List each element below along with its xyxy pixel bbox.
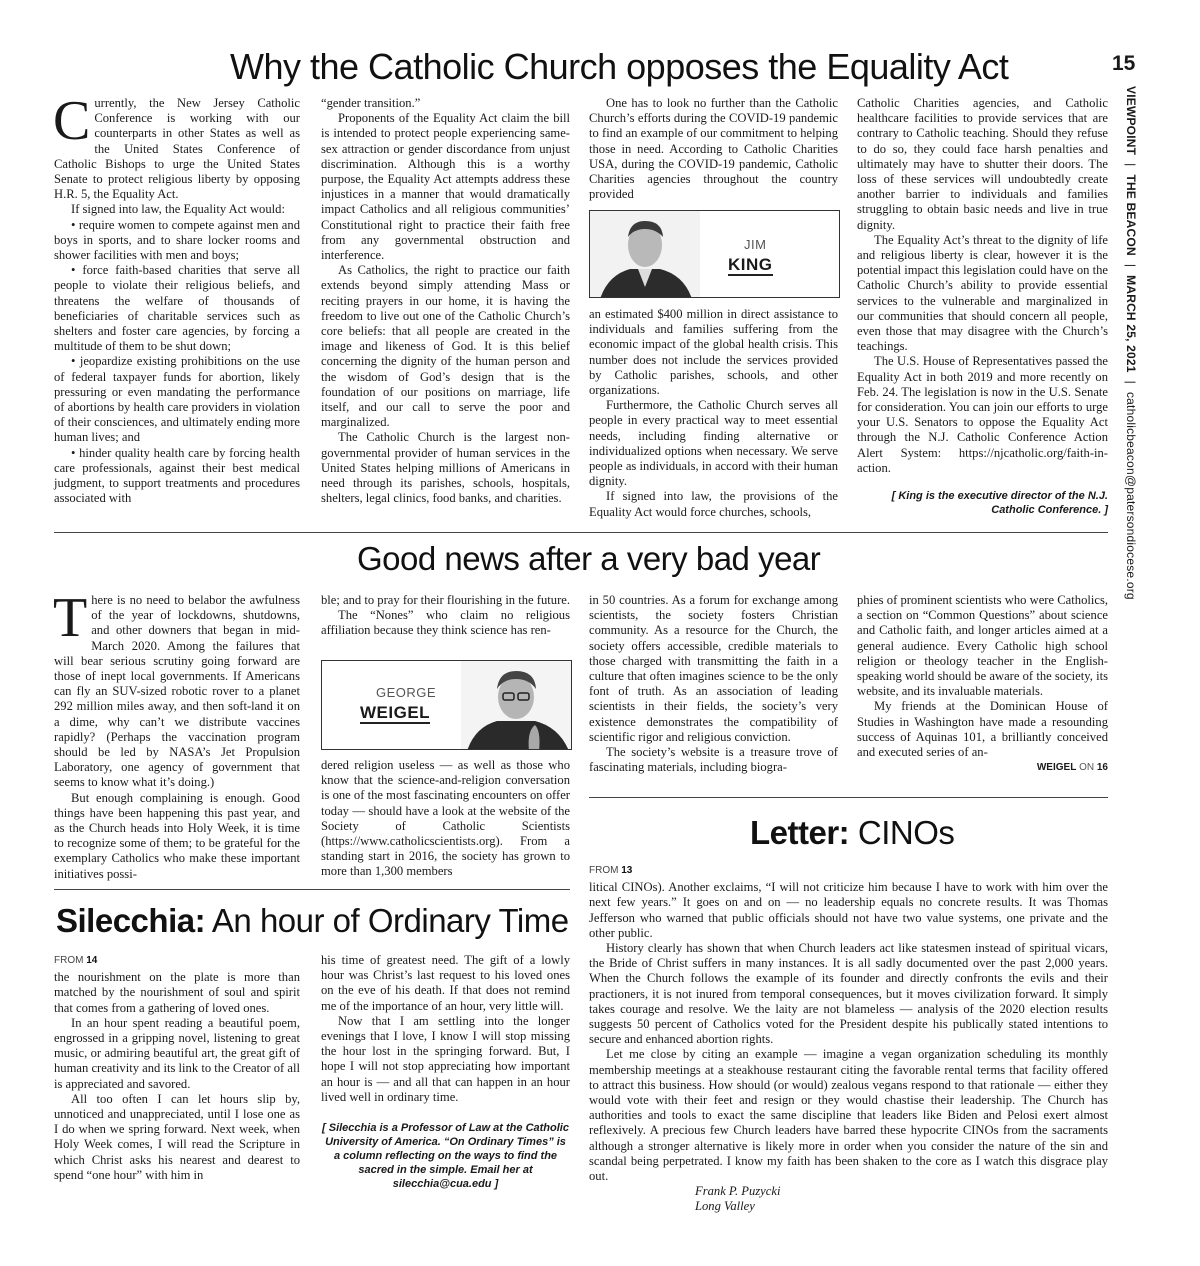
article-headline-equality-act: Why the Catholic Church opposes the Equality Act [230, 46, 1009, 87]
article2-column-2-bottom: dered religion useless — as well as those who know that the science-and-religion conversation is one of the most fascinating encounters on offer today — should have a look at the website of the Society of Catholic Scientists (https://www.catholicscientists.org). From a standing start in 2016, the society has grown to more than 1,300 members [321, 758, 570, 879]
article1-column-4: Catholic Charities agencies, and Catholic healthcare facilities to provide services that are contrary to Catholic teaching. Should they refuse to do so, they could face harsh penalties and ultimately may have to shutter their doors. The loss of these services will undoubtedly create another barrier to individuals and families struggling to obtain basic needs and live in true dignity. The Equality Act’s threat to the dignity of life and religious liberty is clear, however it is the potential impact this legislation could have on the Catholic Church’s ability to provide essential services to the vulnerable and marginalized in our communities that should concern all people, even those that may disagree with the Church’s teachings. The U.S. House of Representatives passed the Equality Act in both 2019 and more recently on Feb. 24. The legislation is now in the U.S. Senate for consideration. You can join our efforts to urge your U.S. Senators to oppose the Equality Act through the N.J. Catholic Conference Action Alert System: https://njcatholic.org/faith-in-action. [ King is the executive director of the N.J. Catholic Conference. ] [857, 96, 1108, 517]
sidebar-folio: VIEWPOINT|THE BEACON|MARCH 25, 2021|catholicbeacon@patersondiocese.org [1124, 86, 1138, 600]
author-box-king [589, 210, 840, 298]
article3-column-2: his time of greatest need. The gift of a lowly hour was Christ’s last request to his loved ones on the eve of his death. If that does not remind me of the importance of an hour, very little will. Now that I am settling into the longer evenings that I love, I know I will stop missing the hour lost in the springing forward. But, I hope I will not stop appreciating how important an hour is — and all that can happen in an hour lived well in ordinary time. [ Silecchia is a Professor of Law at the Catholic University of America. “On Ordinary Times” is a column reflecting on the ways to find the sacred in the simple. Email her at silecchia@cua.edu ] [321, 953, 570, 1191]
section-divider [589, 797, 1108, 798]
article-headline-good-news: Good news after a very bad year [357, 540, 821, 577]
author-last-name: WEIGEL [360, 703, 431, 722]
author-first-name: JIM [744, 237, 767, 252]
article1-column-1: Currently, the New Jersey Catholic Conference is working with our counterparts in other States as well as the United States Conference of Catholic Bishops to urge the United States Senate to protect religious liberty by opposing H.R. 5, the Equality Act. If signed into law, the Equality Act would: • require women to compete against men and boys in sports, and to share locker rooms and shower facilities with men and boys; • force faith-based charities that serve all people to violate their religious beliefs, and threatens the welfare of thousands of beneficiaries of charitable services such as shelters and foster care agencies, by forcing a multitude of them to be shut down; • jeopardize existing prohibitions on the use of federal taxpayer funds for abortion, likely pressuring or even mandating the performance of abortions by health care providers in violation of their consciences, and ultimately ending more human lives; and • hinder quality health care by forcing health care professionals, against their best medical judgment, to support treatments and procedures associated with [53, 90, 300, 506]
page-number: 15 [1112, 52, 1136, 75]
contact-email[interactable]: catholicbeacon@patersondiocese.org [1124, 391, 1138, 600]
section-name: VIEWPOINT [1124, 86, 1138, 156]
section-divider [54, 889, 570, 890]
letter-signature-place: Long Valley [695, 1199, 755, 1214]
section-divider [54, 532, 1108, 533]
article3-column-1: FROM 14 the nourishment on the plate is more than matched by the nourishment of soul and spirit that comes from a gathering of loved ones. In an hour spent reading a beautiful poem, engrossed in a gripping novel, listening to great music, or admiring beautiful art, the great gift of human creativity and its link to the Creator of all is appreciated and savored. All too often I can let hours slip by, unnoticed and unappreciated, until I lose one as I do when we spring forward. Next week, when Holy Week comes, I will read the Scripture in which Christ asks his nearest and dearest to spend “one hour” with him in [54, 955, 300, 1182]
article2-column-1: There is no need to belabor the awfulness of the year of lockdowns, shutdowns, and other downers that began in mid-March 2020. Among the failures that will bear serious scrutiny going forward are those of inept local governments. If Americans can fly an SUV-sized robotic rover to a planet 292 million miles away, and then soft-land it on a dime, why can’t we distribute vaccines rapidly? (Perhaps the vaccination program should be led by NASA’s Jet Propulsion Laboratory, one agency of government that seems to know what it’s doing.) But enough complaining is enough. Good things have been happening this past year, and as the Church heads into Holy Week, it is time to recognize some of them; to be grateful for the exemplary Catholics who make these important initiatives possi- [53, 587, 300, 881]
article-headline-silecchia: Silecchia: An hour of Ordinary Time [56, 902, 569, 939]
article-headline-letter: Letter: CINOs [750, 814, 955, 851]
continued-jump-line[interactable]: WEIGEL ON 16 [1036, 762, 1108, 774]
letter-body: FROM 13 litical CINOs). Another exclaims, “I will not criticize him because I have to work with him over the next few years.” It goes on and on — no leadership equals no concrete results. It was Thomas Jefferson who warned that public officials should not have two value systems, one private and the other public. History clearly has shown that when Church leaders act like statesmen instead of spiritual vicars, the Bride of Christ suffers in many instances. It is all sadly documented over the past 2,000 years. When the Church follows the example of its founder and directly confronts the evils and their practioners, it is not inured from temporal consequences, but it moves civilization forward. It simply takes courage and resolve. We the laity are not blameless — analysis of the 2020 election results suggests 50 percent of Catholics voted for the President despite his publically stated intentions to secure and enhanced abortion rights. Let me close by citing an example — imagine a vegan organization scheduling its monthly membership meetings at a steakhouse restaurant citing the favorable rental terms that facility offered to attract this business. How should (or would) zealous vegans respond to that rationale — either they would vote with their feet and resign or they would chastise their leadership. The Church has authorities and tools to exact the same discipline that leaders like Biden and Pelosi exert almost reflexively. A precious few Church leaders have barred these hypocrite CINOs from the sacraments although a stronger alternative is likely more in order when you consider the nature of the sin and scandal being perpetrated. I know my faith has been shaken to the core as I watch this disgrace play out. Frank P. Puzycki Long Valley [589, 865, 1108, 1214]
author-bio-silecchia: [ Silecchia is a Professor of Law at the Catholic University of America. “On Ordinary Times” is a column reflecting on the ways to find the sacred in the simple. Email her at silecchia@cua.edu ] [322, 1122, 569, 1191]
author-bio-king: [ King is the executive director of the N.J. Catholic Conference. ] [891, 490, 1108, 517]
dropcap: T [53, 587, 88, 649]
continued-from-line: FROM 13 [589, 865, 633, 876]
author-box-weigel [321, 660, 572, 750]
article2-column-2-top: ble; and to pray for their flourishing in the future. The “Nones” who claim no religious affiliation because they think science has ren- [321, 593, 571, 638]
article1-column-3-top: One has to look no further than the Catholic Church’s efforts during the COVID-19 pandemic to find an example of our commitment to helping those in need. According to Catholic Charities USA, during the COVID-19 pandemic, Catholic Charities agencies throughout the country provided [589, 96, 838, 202]
author-first-name: GEORGE [376, 685, 437, 700]
author-photo [461, 661, 571, 750]
author-last-name: KING [728, 255, 773, 274]
article2-column-4: phies of prominent scientists who were Catholics, a section on “Common Questions” about science and Catholic faith, and longer articles aimed at a general audience. Every Catholic high school religion or theology teacher in the English-speaking world should be aware of the society, its website, and its invaluable materials. My friends at the Dominican House of Studies in Washington have made a resounding success of Aquinas 101, a brilliantly conceived and executed series of an- WEIGEL ON 16 [857, 593, 1108, 775]
article1-column-2: “gender transition.” Proponents of the Equality Act claim the bill is intended to protect people experiencing same-sex attraction or gender discordance from unjust discrimination. Although this is a worthy purpose, the Equality Act attempts address these injustices in a manner that would dramatically impact Catholics and all religious communities’ Constitutional right to practice their faith free from any governmental obstruction and interference. As Catholics, the right to practice our faith extends beyond simply attending Mass or reciting prayers in our home, it is having the freedom to live out one of the Catholic Church’s core beliefs: that all people are created in the image and likeness of God. It is this belief concerning the dignity of the human person and the wisdom of God’s design that is the foundation of our positions on marriage, life itself, and our call to serve the poor and marginalized. The Catholic Church is the largest non-governmental provider of human services in the United States helping millions of Americans in need through its parishes, schools, hospitals, shelters, legal clinics, food banks, and charities. [321, 96, 570, 506]
paper-name: THE BEACON [1124, 174, 1138, 256]
issue-date: MARCH 25, 2021 [1124, 275, 1138, 373]
continued-from-line: FROM 14 [54, 955, 98, 966]
author-photo [590, 211, 700, 298]
letter-signature-name: Frank P. Puzycki [695, 1184, 781, 1199]
article1-column-3-bottom: an estimated $400 million in direct assistance to individuals and families suffering from the economic impact of the global health crisis. This number does not include the services provided by Catholic parishes, schools, and other organizations. Furthermore, the Catholic Church serves all people in every practical way to meet essential needs, including finding alternative or individualized options when necessary. We serve people as individuals, in accord with their human dignity. If signed into law, the provisions of the Equality Act would force churches, schools, [589, 307, 838, 519]
dropcap: C [53, 90, 91, 152]
article2-column-3: in 50 countries. As a forum for exchange among scientists, the society fosters Christian community. As a resource for the Church, the society offers accessible, credible materials to those charged with transmitting the faith in a culture that often imagines science to be the only font of truth. As an association of leading scientists in their fields, the society’s very existence demonstrates the compatibility of scientific rigor and religious conviction. The society’s website is a treasure trove of fascinating materials, including biogra- [589, 593, 838, 775]
